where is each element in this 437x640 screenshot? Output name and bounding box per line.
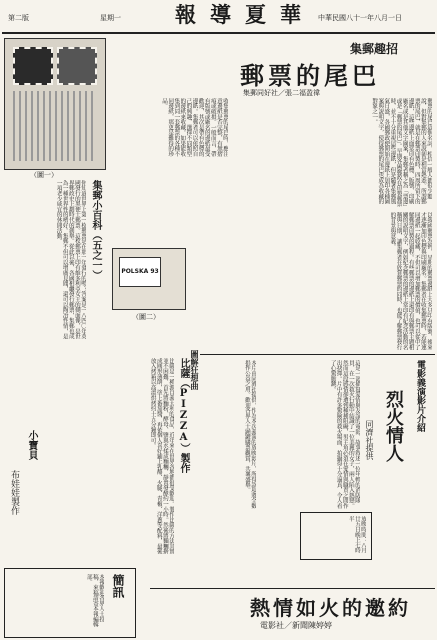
film-text-a: 這是一部描寫愛情與友誼的電影，故事敘述一位年輕的消防隊員，在一次救火行動中結識了一位美麗的女子，兩人陷入熱戀。然而這段感情卻遭到種種阻礙，男主角必須在愛情與職責之間作出抉擇。片中有許多驚險的救火場面，拍攝得十分逼真，令人看了心驚膽跳。 (329, 360, 360, 509)
pizza-text: 比薩是一種源自義大利的食品，近年來在世界各地都很受歡迎。製作比薩的方法其實並不困難，首先將麵粉、酵母、鹽與水揉成麵糰，靜置發酵約一小時。然後將麵糰擀成圓形薄餅，塗上番茄醬，再依個人喜好鋪上乳酪、火腿、青椒、洋蔥等配料，最後放入烤箱以高溫烘烤約十五分鐘即可。 (149, 358, 174, 555)
polish-stamp: POLSKA 93 (119, 257, 161, 287)
masthead-weekday: 星期一 (100, 14, 121, 22)
film-text-b: 本片由同濟社提供，作為本次義演的放映影片，所得款項將全數捐作公益之用。歡迎各界人士踴躍購票觀賞，共襄盛舉。 (243, 360, 256, 509)
stamp-graphic-2 (57, 47, 97, 85)
kids-column-title: 小寶貝 (26, 430, 37, 460)
masthead-title: 報導夏華 (175, 2, 315, 27)
stamp-margin-strip (13, 91, 93, 161)
figure-two-image (112, 248, 186, 310)
masthead-page: 第二版 (8, 14, 29, 22)
film-title: 烈火情人 (383, 390, 404, 462)
film-column-title: 電影義演影片介紹 (415, 360, 425, 432)
news-brief-text: 本報歡迎各界人士投稿，來稿請寄本報編輯部。 (85, 574, 104, 628)
bottom-banner-title: 熱情如火的邀約 (250, 596, 411, 620)
figure-two-caption: （圖二） (132, 313, 160, 321)
bottom-banner-byline: 電影社／新聞陳婷婷 (260, 621, 332, 630)
stamp-article-text-c: 收集郵票的尾巴時，應注意邊紙是否完整，有無摺痕或破損。一般而言，帶有版號或廠名的邊紙最受歡迎，其次是帶有色標的邊紙。集郵者可以依照自己的興趣，選擇不同類型的邊紙來收藏。如果能收集到同一套郵票的各種不同邊紙，那更是難得的珍品。 (161, 98, 228, 157)
stamp-quiz-text: 你知道世界上第一枚郵票是在那一年發行的嗎？答案是一八四〇年英國發行的黑便士郵票。這枚郵票上印有維多利亞女王的側面像，是世界郵政史上劃時代的創舉。從此以後，各國相繼發行郵票，集郵也成為一種世界性的嗜好。集郵不但可以增廣見聞，還可以陶冶性情，是一項老少咸宜的休閒活動。 (55, 180, 86, 340)
film-showtimes: 放映時間：八月廿五日晚上七時半 (347, 516, 366, 554)
film-provider: 同濟社提供 (365, 420, 374, 460)
kids-column-author: 布娃娃製作 (9, 470, 19, 515)
stamp-series-label: 集郵趣招 (350, 42, 399, 56)
film-divider (200, 354, 435, 355)
stamp-article-title: 郵票的尾巴 (240, 61, 380, 90)
stamp-quiz-title: 集郵小百科（五之一） (90, 180, 101, 280)
figure-one-image (4, 38, 106, 170)
figure-one-caption: （圖一） (30, 171, 58, 179)
pizza-subtitle: 圖解狂想曲 (190, 350, 200, 390)
bottom-banner-rule (150, 588, 435, 589)
pizza-title: 比薩（PIZZA）製作 (178, 358, 189, 473)
stamp-graphic (13, 47, 53, 85)
stamp-article-text-a: 郵票的尾巴這個名詞，相信一般人都很少聽說，但對集郵的人來說卻是相當熟悉。所謂郵票的尾巴，就是在郵票印製時，四周所留下的邊紙，這些邊紙上面常印有色標、版號、印刷廠名或是其他文字圖案，集郵者稱之為「票邊」或是「郵票的尾巴」。早期各國郵政在印製郵票時，並不十分重視這些邊紙，但是隨著集郵風氣日盛，各國郵政便開始在邊紙上加印各種圖案與說明文字，使得郵票的尾巴也成為收藏的對象之一。 (371, 98, 432, 207)
stamp-article-text-b: 以我國郵票為例，早期的郵票邊紙上大多只印有版號，後來才逐漸加印色標與印刷廠名。集郵者在收集郵票時，若能連同邊紙一起收藏，不但可以增加郵票的價值，也可以從中了解郵票印製的過程。有些郵票的邊紙上還印有與郵票主題相關的說明文字，例如紀念郵票的邊紙上常印有紀念活動的名稱與日期，讓集郵者在欣賞郵票的同時，也能了解郵票發行的背景與意義。 (389, 212, 432, 350)
masthead-date: 中華民國八十一年八月一日 (318, 14, 402, 22)
masthead-rule (2, 32, 435, 34)
stamp-article-byline: 集郵同好社／張二福盈禕 (243, 89, 320, 97)
news-brief-title: 簡訊 (111, 574, 125, 598)
